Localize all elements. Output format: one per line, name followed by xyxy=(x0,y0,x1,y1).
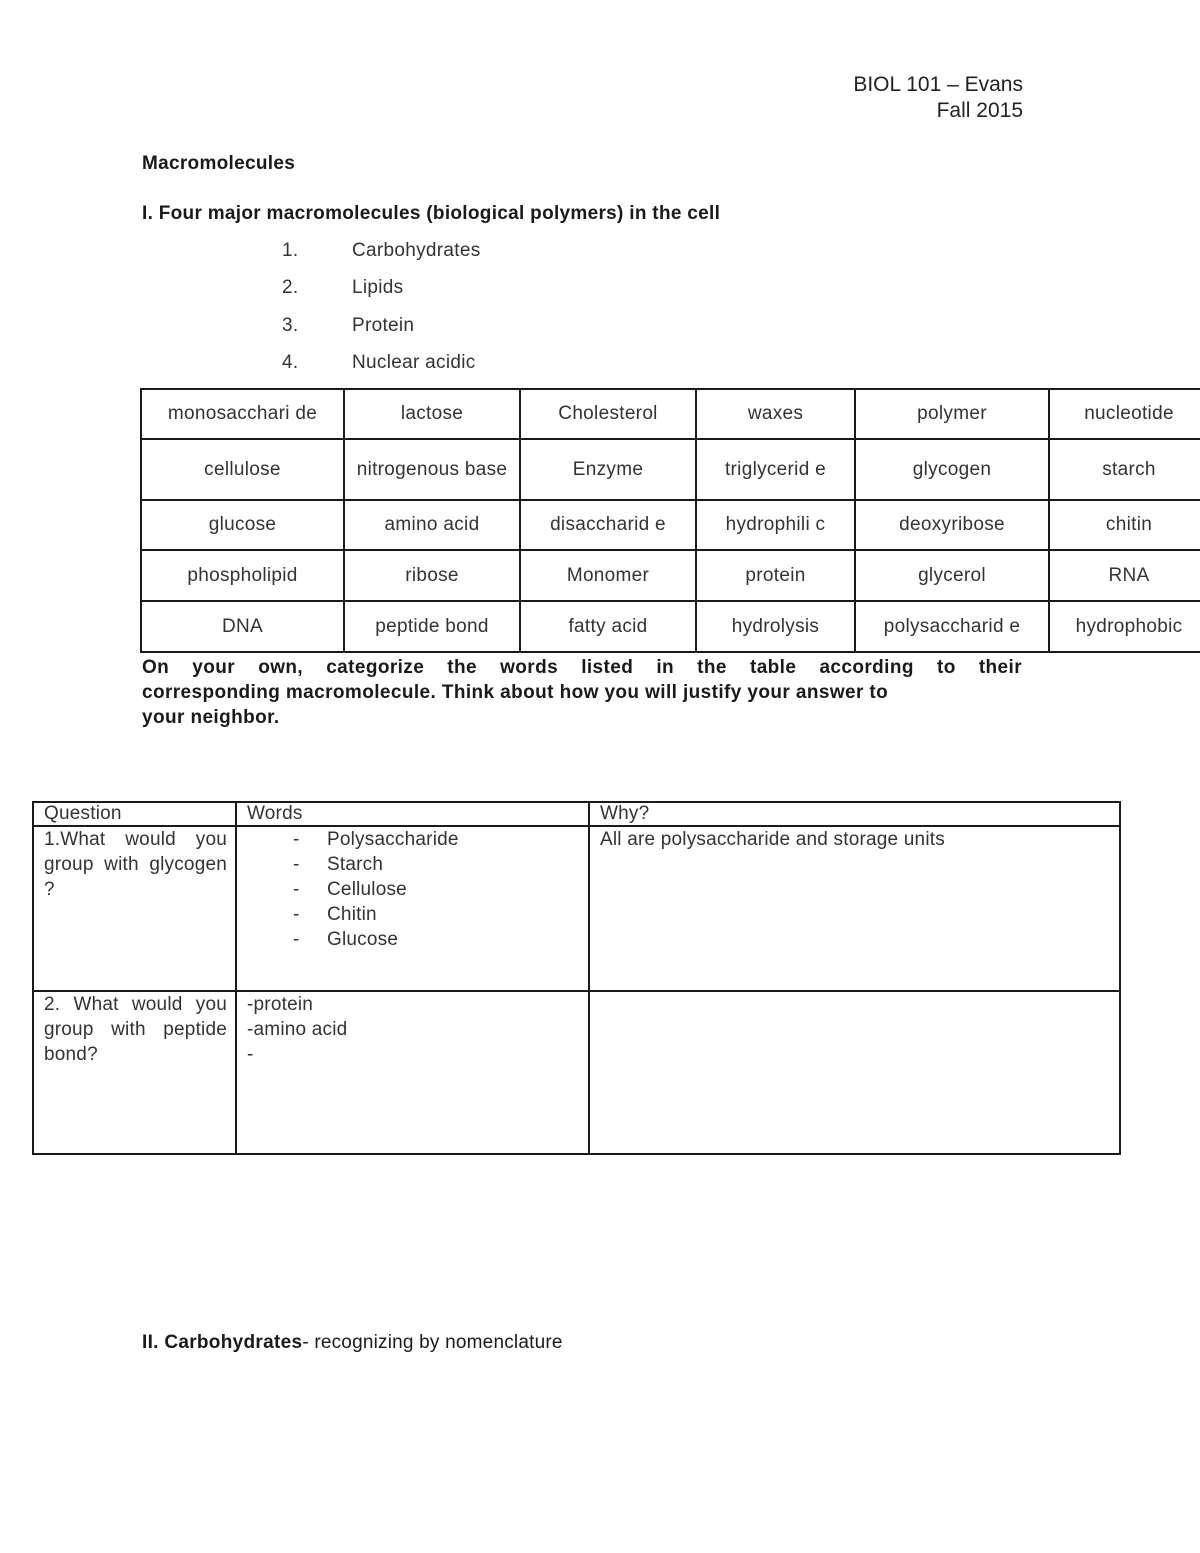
word-line: -protein xyxy=(247,994,314,1015)
table-cell: glycerol xyxy=(855,550,1049,601)
section-2-heading xyxy=(142,1332,563,1354)
table-cell: polymer xyxy=(855,389,1049,439)
table-cell: polysaccharid e xyxy=(855,601,1049,652)
question-cell: 2. What would you group with peptide bond? xyxy=(33,991,236,1154)
word-line: -amino acid xyxy=(247,1019,348,1040)
table-cell: phospholipid xyxy=(141,550,344,601)
instructions-line: corresponding macromolecule. Think about how you will justify your answer to xyxy=(142,682,889,703)
table-cell: peptide bond xyxy=(344,601,520,652)
table-row xyxy=(33,826,1120,991)
table-cell: starch xyxy=(1049,439,1200,500)
why-cell xyxy=(589,991,1120,1154)
table-cell: hydrolysis xyxy=(696,601,855,652)
table-row xyxy=(33,991,1120,1154)
table-cell: lactose xyxy=(344,389,520,439)
table-row xyxy=(141,550,1200,601)
table-cell: cellulose xyxy=(141,439,344,500)
list-number: 3. xyxy=(282,314,299,336)
table-cell: amino acid xyxy=(344,500,520,550)
list-item xyxy=(282,275,481,312)
table-cell: Cholesterol xyxy=(520,389,696,439)
table-cell: disaccharid e xyxy=(520,500,696,550)
table-cell: waxes xyxy=(696,389,855,439)
table-cell: Monomer xyxy=(520,550,696,601)
list-item: - Glucose xyxy=(283,927,580,952)
table-row xyxy=(141,601,1200,652)
section-2-title: II. Carbohydrates xyxy=(142,1332,303,1353)
list-item: - Polysaccharide xyxy=(283,827,580,852)
column-header: Why? xyxy=(589,802,1120,826)
table-cell: nucleotide xyxy=(1049,389,1200,439)
table-cell: Enzyme xyxy=(520,439,696,500)
table-cell: RNA xyxy=(1049,550,1200,601)
instructions-line: On your own, categorize the words listed in the table according to their xyxy=(142,657,1022,678)
table-cell: deoxyribose xyxy=(855,500,1049,550)
table-row xyxy=(141,500,1200,550)
why-cell: All are polysaccharide and storage units xyxy=(589,826,1120,991)
column-header: Question xyxy=(33,802,236,826)
list-item: - Cellulose xyxy=(283,877,580,902)
list-label: Lipids xyxy=(352,277,404,299)
list-item xyxy=(282,350,481,387)
list-label: Nuclear acidic xyxy=(352,351,476,373)
instructions xyxy=(142,655,1022,730)
course-header xyxy=(853,72,1023,124)
word-line: - xyxy=(247,1044,254,1065)
list-number: 2. xyxy=(282,277,299,299)
table-cell: DNA xyxy=(141,601,344,652)
column-header: Words xyxy=(236,802,589,826)
table-cell: triglycerid e xyxy=(696,439,855,500)
list-item xyxy=(282,313,481,350)
course-term: Fall 2015 xyxy=(936,99,1023,122)
page-title: Macromolecules xyxy=(142,153,296,174)
table-header-row xyxy=(33,802,1120,826)
table-cell: glycogen xyxy=(855,439,1049,500)
course-name: BIOL 101 – Evans xyxy=(853,73,1023,96)
list-number: 1. xyxy=(282,240,299,261)
table-cell: nitrogenous base xyxy=(344,439,520,500)
list-label: Carbohydrates xyxy=(352,240,481,261)
instructions-line: your neighbor. xyxy=(142,707,280,728)
table-cell: monosacchari de xyxy=(141,389,344,439)
macromolecule-list xyxy=(282,238,481,387)
words-list xyxy=(247,827,580,952)
table-cell: chitin xyxy=(1049,500,1200,550)
list-item xyxy=(282,238,481,275)
section-2-subtitle: - recognizing by nomenclature xyxy=(302,1332,563,1353)
question-cell: 1.What would you group with glycogen ? xyxy=(33,826,236,991)
words-cell xyxy=(236,991,589,1154)
table-row xyxy=(141,389,1200,439)
question-table xyxy=(32,801,1121,1155)
list-label: Protein xyxy=(352,314,415,336)
table-cell: protein xyxy=(696,550,855,601)
section-1-heading: I. Four major macromolecules (biological polymers) in the cell xyxy=(142,203,721,224)
list-item: - Chitin xyxy=(283,902,580,927)
table-cell: fatty acid xyxy=(520,601,696,652)
list-item: - Starch xyxy=(283,852,580,877)
table-cell: glucose xyxy=(141,500,344,550)
words-cell xyxy=(236,826,589,991)
table-cell: hydrophili c xyxy=(696,500,855,550)
list-number: 4. xyxy=(282,351,299,373)
table-row xyxy=(141,439,1200,500)
word-table xyxy=(140,388,1200,653)
table-cell: ribose xyxy=(344,550,520,601)
table-cell: hydrophobic xyxy=(1049,601,1200,652)
